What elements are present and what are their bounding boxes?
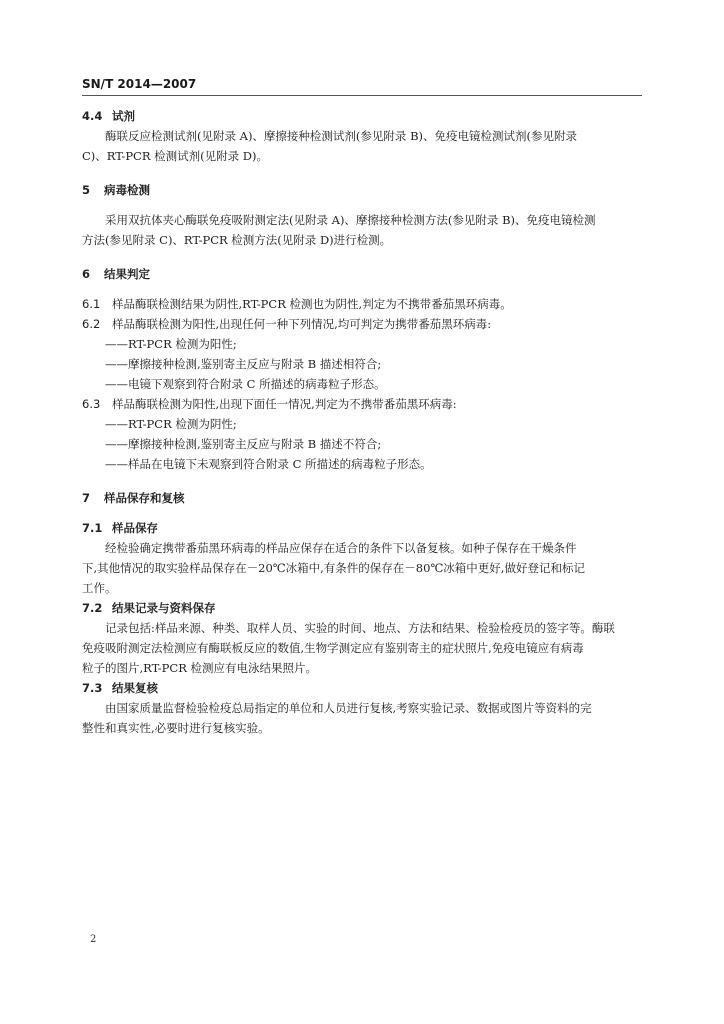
paragraph-line: 粒子的图片,RT-PCR 检测应有电泳结果照片。 xyxy=(82,661,318,675)
heading-number: 4.4 xyxy=(82,109,103,123)
heading-title: 样品保存 xyxy=(112,521,158,535)
list-item: ——样品在电镜下未观察到符合附录 C 所描述的病毒粒子形态。 xyxy=(105,457,432,471)
clause-number: 6.1 xyxy=(82,297,101,311)
paragraph-line: 酶联反应检测试剂(见附录 A)、摩擦接种检测试剂(参见附录 B)、免疫电镜检测试剂(参见附录 xyxy=(105,129,577,143)
paragraph-line: 采用双抗体夹心酶联免疫吸附测定法(见附录 A)、摩擦接种检测方法(参见附录 B)、免疫电镜检测 xyxy=(105,213,596,227)
heading-6 xyxy=(82,264,642,284)
heading-title: 结果记录与资料保存 xyxy=(112,601,216,615)
header-rule xyxy=(82,95,642,96)
paragraph-line: 方法(参见附录 C)、RT-PCR 检测方法(见附录 D)进行检测。 xyxy=(82,233,392,247)
heading-7-2 xyxy=(82,598,642,618)
paragraph-line: 免疫吸附测定法检测应有酶联板反应的数值,生物学测定应有鉴别寄主的症状照片,免疫电镜应有病毒 xyxy=(82,641,584,655)
list-item: ——电镜下观察到符合附录 C 所描述的病毒粒子形态。 xyxy=(105,377,386,391)
heading-7-3 xyxy=(82,678,642,698)
heading-title: 结果判定 xyxy=(104,267,150,281)
heading-number: 7.2 xyxy=(82,601,103,615)
clause-6-1 xyxy=(82,294,642,314)
page-number: 2 xyxy=(90,934,97,945)
clause-text: 样品酶联检测结果为阴性,RT-PCR 检测也为阴性,判定为不携带番茄黑环病毒。 xyxy=(112,297,512,311)
heading-number: 5 xyxy=(82,183,91,197)
paragraph-line: 由国家质量监督检验检疫总局指定的单位和人员进行复核,考察实验记录、数据或图片等资料的完 xyxy=(105,701,592,715)
clause-text: 样品酶联检测为阳性,出现任何一种下列情况,均可判定为携带番茄黑环病毒: xyxy=(112,317,492,331)
list-item: ——摩擦接种检测,鉴别寄主反应与附录 B 描述相符合; xyxy=(105,357,382,371)
heading-title: 病毒检测 xyxy=(104,183,150,197)
list-item: ——RT-PCR 检测为阴性; xyxy=(105,417,237,431)
clause-text: 样品酶联检测为阳性,出现下面任一情况,判定为不携带番茄黑环病毒: xyxy=(112,397,457,411)
heading-number: 7.3 xyxy=(82,681,103,695)
heading-4-4 xyxy=(82,106,642,126)
heading-7-1 xyxy=(82,518,642,538)
standard-code: SN/T 2014—2007 xyxy=(82,77,197,91)
list-item: ——摩擦接种检测,鉴别寄主反应与附录 B 描述不符合; xyxy=(105,437,382,451)
list-item: ——RT-PCR 检测为阳性; xyxy=(105,337,237,351)
heading-title: 试剂 xyxy=(112,109,135,123)
heading-number: 7.1 xyxy=(82,521,103,535)
heading-7 xyxy=(82,488,642,508)
paragraph-line: 记录包括:样品来源、种类、取样人员、实验的时间、地点、方法和结果、检验检疫员的签字等。酶联 xyxy=(105,621,615,635)
heading-number: 7 xyxy=(82,491,91,505)
paragraph-line: 工作。 xyxy=(82,581,117,595)
heading-title: 结果复核 xyxy=(112,681,158,695)
clause-number: 6.2 xyxy=(82,317,101,331)
heading-title: 样品保存和复核 xyxy=(104,491,185,505)
paragraph-line: 经检验确定携带番茄黑环病毒的样品应保存在适合的条件下以备复核。如种子保存在干燥条件 xyxy=(105,541,577,555)
clause-6-3 xyxy=(82,394,642,414)
paragraph-line: 整性和真实性,必要时进行复核实验。 xyxy=(82,721,270,735)
paragraph-line: 下,其他情况的取实验样品保存在－20℃冰箱中,有条件的保存在－80℃冰箱中更好,做好登记和标记 xyxy=(82,561,585,575)
clause-6-2 xyxy=(82,314,642,334)
document-body xyxy=(82,106,642,738)
heading-number: 6 xyxy=(82,267,91,281)
clause-number: 6.3 xyxy=(82,397,101,411)
heading-5 xyxy=(82,180,642,200)
paragraph-line: C)、RT-PCR 检测试剂(见附录 D)。 xyxy=(82,149,269,163)
